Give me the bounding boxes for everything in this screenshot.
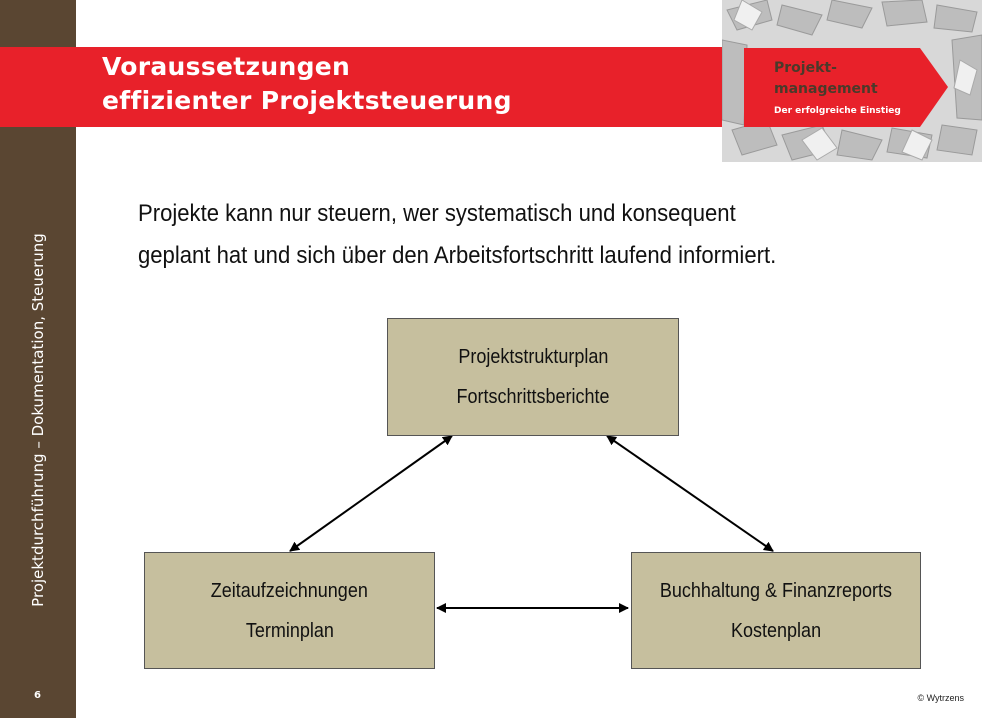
box-projektstrukturplan [387, 318, 679, 436]
copyright: © Wytrzens [917, 693, 964, 703]
box-left-line-2: Terminplan [245, 619, 334, 642]
box-left-line-1: Zeitaufzeichnungen [210, 579, 369, 602]
box-right-line-2: Kostenplan [730, 619, 822, 642]
box-top-line-1: Projektstrukturplan [457, 346, 609, 368]
logo-line-1: Projekt- [774, 60, 837, 76]
sidebar-section-title: Projektdurchführung – Dokumentation, Steuerung [29, 233, 47, 607]
logo-line-3: Der erfolgreiche Einstieg [774, 106, 901, 116]
title-line-1: Voraussetzungen [102, 52, 351, 81]
intro-line-2: geplant hat und sich über den Arbeitsfortschritt laufend informiert. [138, 242, 777, 269]
title-line-2: effizienter Projektsteuerung [102, 86, 512, 115]
intro-line-1: Projekte kann nur steuern, wer systematisch und konsequent [138, 200, 736, 227]
box-buchhaltung [631, 552, 921, 669]
box-zeitaufzeichnungen [144, 552, 435, 669]
box-top-line-2: Fortschrittsberichte [456, 386, 610, 408]
page-number: 6 [34, 690, 41, 701]
box-right-line-1: Buchhaltung & Finanzreports [659, 579, 893, 602]
arrow-top-left [290, 436, 452, 551]
logo-line-2: management [774, 81, 878, 97]
arrow-top-right [607, 436, 773, 551]
